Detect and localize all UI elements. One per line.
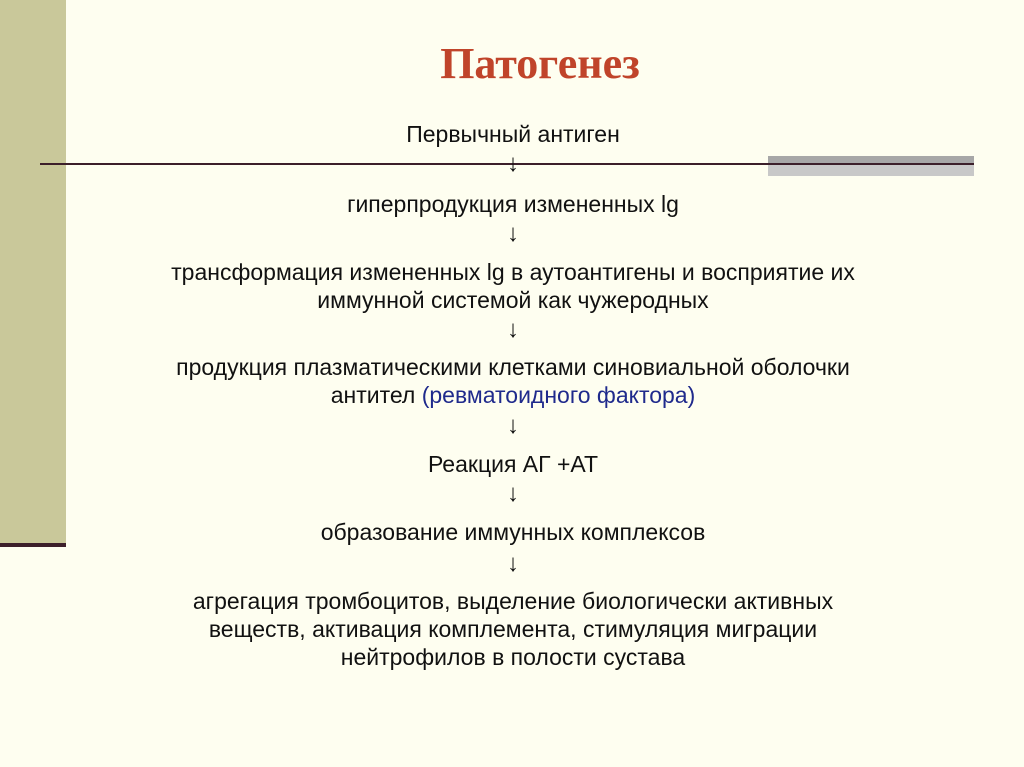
down-arrow-icon: ↓ [507,220,519,247]
flow-step-platelet-aggregation-line-2: веществ, активация комплемента, стимуляция миграции [208,616,818,642]
antibody-label: антител [330,382,422,408]
flow-step-primary-antigen: Первычный антиген [406,121,620,147]
rheumatoid-factor-label: (ревматоидного фактора) [421,382,696,408]
flow-step-immune-complexes: образование иммунных комплексов [320,519,706,545]
flow-step-hyperproduction: гиперпродукция измененных lg [347,191,679,217]
flow-step-platelet-aggregation-line-3: нейтрофилов в полости сустава [340,644,686,670]
flow-step-transformation-line-2: иммунной системой как чужеродных [317,287,709,313]
flow-step-transformation-line-1: трансформация измененных lg в аутоантигены и восприятие их [171,259,855,285]
flow-step-antibody-production-line-2 [56,381,970,409]
flow-step-ag-at-reaction: Реакция АГ +АТ [427,451,599,477]
down-arrow-icon: ↓ [507,150,519,177]
down-arrow-icon: ↓ [507,550,519,577]
flow-step-transformation [56,258,970,314]
flow-step-platelet-aggregation [56,587,970,671]
down-arrow-icon: ↓ [507,412,519,439]
flow-step-platelet-aggregation-line-1: агрегация тромбоцитов, выделение биологически активных [192,588,834,614]
flow-step-antibody-production [56,353,970,409]
slide-title: Патогенез [440,39,640,88]
down-arrow-icon: ↓ [507,480,519,507]
down-arrow-icon: ↓ [507,316,519,343]
flow-step-antibody-production-line-1: продукция плазматическими клетками синовиальной оболочки [176,354,850,380]
